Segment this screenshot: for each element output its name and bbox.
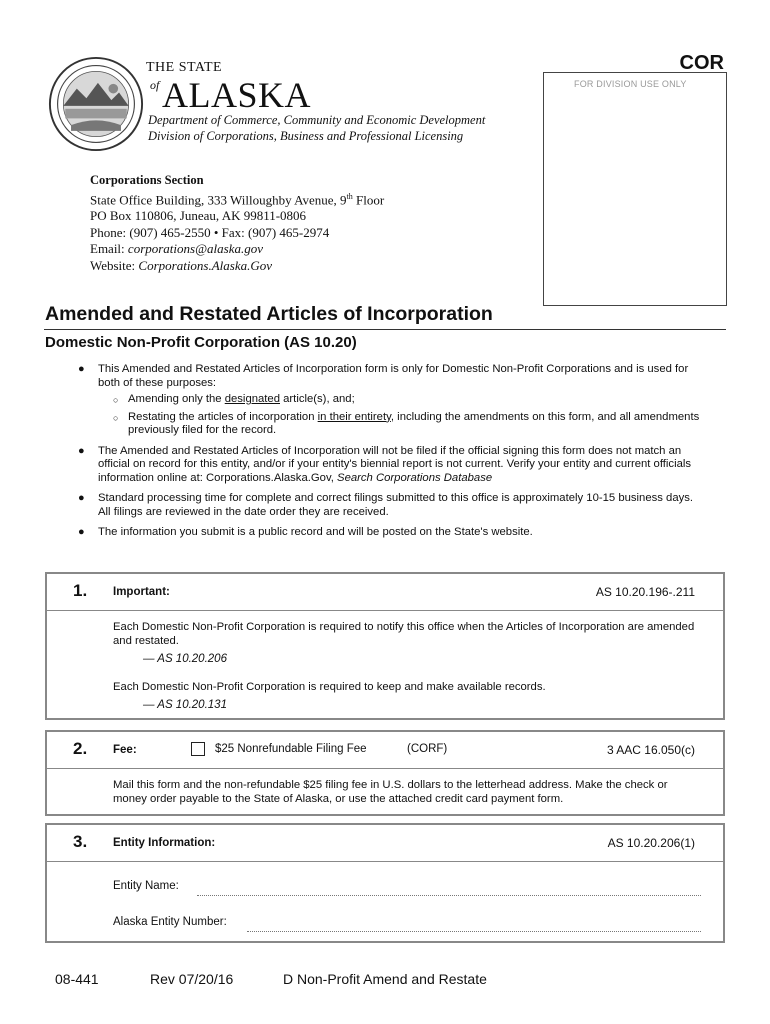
po-box: PO Box 110806, Juneau, AK 99811-0806 xyxy=(90,208,307,224)
email-line: Email: corporations@alaska.gov xyxy=(90,241,264,257)
entity-number-label: Alaska Entity Number: xyxy=(113,916,227,928)
statute-reference: AS 10.20.206(1) xyxy=(607,836,695,850)
records-requirement: Each Domestic Non-Profit Corporation is required to keep and make available records. xyxy=(113,680,546,693)
department-name: Department of Commerce, Community and Economic Development xyxy=(148,113,486,127)
division-use-label: FOR DIVISION USE ONLY xyxy=(574,79,687,89)
entity-name-label: Entity Name: xyxy=(113,880,179,892)
list-subitem: ○ Amending only the designated article(s), and; xyxy=(76,393,706,407)
state-heading: THE STATE xyxy=(146,60,223,75)
circle-bullet-icon: ○ xyxy=(113,412,119,423)
page-title: Amended and Restated Articles of Incorporation xyxy=(45,303,493,325)
statute-reference: AS 10.20.196-.211 xyxy=(595,585,695,599)
building-address: State Office Building, 333 Willoughby Avenue, 9th Floor xyxy=(90,191,385,207)
list-item: ● Standard processing time for complete and correct filings submitted to this office is approximately 10-15 business days. All filings are reviewed in the date order they are received. xyxy=(78,492,694,518)
contact-address xyxy=(90,172,384,274)
fee-code: (CORF) xyxy=(407,743,448,755)
bullet-icon: ● xyxy=(78,363,85,375)
section-important xyxy=(45,572,725,720)
department-block xyxy=(148,112,485,144)
entity-name-row xyxy=(47,872,723,908)
form-number: 08-441 xyxy=(55,971,99,987)
records-statute: — AS 10.20.131 xyxy=(143,699,227,711)
phone-fax: Phone: (907) 465-2550 • Fax: (907) 465-2974 xyxy=(90,224,330,240)
revision-date: Rev 07/20/16 xyxy=(150,971,234,987)
entity-number-row xyxy=(47,908,723,944)
bullet-icon: ● xyxy=(78,492,85,504)
circle-bullet-icon: ○ xyxy=(113,395,119,405)
division-name: Division of Corporations, Business and Professional Licensing xyxy=(148,129,464,143)
section-label: Fee: xyxy=(113,744,137,756)
section-office-name: Corporations Section xyxy=(90,173,204,187)
bullet-icon: ● xyxy=(78,526,85,538)
page-subtitle: Domestic Non-Profit Corporation (AS 10.20) xyxy=(45,334,357,351)
section-number: 2. xyxy=(73,739,88,758)
instructions-list xyxy=(76,363,706,547)
section-header xyxy=(47,825,723,862)
list-item: ● This Amended and Restated Articles of Incorporation form is only for Domestic Non-Profit Corporations and is used for both of these purposes: ○ Amending only the designated article(s), and; ○ Restating the articles of incorporation in their entirety, including the amendments on this form, and all amendments previously filed for the record. xyxy=(76,363,706,438)
list-item: ● The Amended and Restated Articles of Incorporation will not be filed if the official signing this form does not match an official on record for this entity, and/or if your entity's biennial report is not current. Verify your entity and current officials information online at: Corporations.Alaska.Gov, Search Corporations Database xyxy=(78,444,692,484)
filing-fee-checkbox[interactable] xyxy=(191,742,205,756)
entity-name-field[interactable] xyxy=(197,895,701,896)
website-line: Website: Corporations.Alaska.Gov xyxy=(90,257,273,273)
bullet-icon: ● xyxy=(78,444,85,457)
section-label: Important: xyxy=(113,586,170,598)
filing-fee-label: $25 Nonrefundable Filing Fee xyxy=(215,743,367,755)
state-of: of xyxy=(150,78,160,92)
notify-statute: — AS 10.20.206 xyxy=(143,653,227,665)
section-header xyxy=(47,732,723,769)
statute-reference: 3 AAC 16.050(c) xyxy=(606,743,695,757)
section-fee xyxy=(45,730,725,816)
section-number: 1. xyxy=(73,581,88,600)
division-use-box xyxy=(543,72,727,306)
state-seal-icon xyxy=(48,56,144,152)
form-description: D Non-Profit Amend and Restate xyxy=(283,971,487,987)
list-item: ● The information you submit is a public record and will be posted on the State's website. xyxy=(78,526,533,538)
title-divider xyxy=(44,329,726,330)
section-body xyxy=(47,769,723,806)
section-body xyxy=(47,611,723,713)
section-header xyxy=(47,574,723,611)
notify-requirement: Each Domestic Non-Profit Corporation is required to notify this office when the Articles of Incorporation are amended and restated. xyxy=(113,621,695,647)
payment-instructions: Mail this form and the non-refundable $25 filing fee in U.S. dollars to the letterhead address. Make the check or money order payable to the State of Alaska, or use the attached credit card payment form. xyxy=(113,779,668,805)
website-link[interactable]: Corporations.Alaska.Gov xyxy=(138,257,273,273)
state-name: ALASKA xyxy=(162,75,312,115)
email-link[interactable]: corporations@alaska.gov xyxy=(127,241,264,257)
section-number: 3. xyxy=(73,832,88,851)
section-label: Entity Information: xyxy=(113,837,216,849)
list-subitem: ○ Restating the articles of incorporation in their entirety, including the amendments on this form, and all amendments previously filed for the record. xyxy=(113,410,700,436)
form-code: COR xyxy=(679,52,724,74)
section-entity-information xyxy=(45,823,725,943)
entity-number-field[interactable] xyxy=(247,931,701,932)
